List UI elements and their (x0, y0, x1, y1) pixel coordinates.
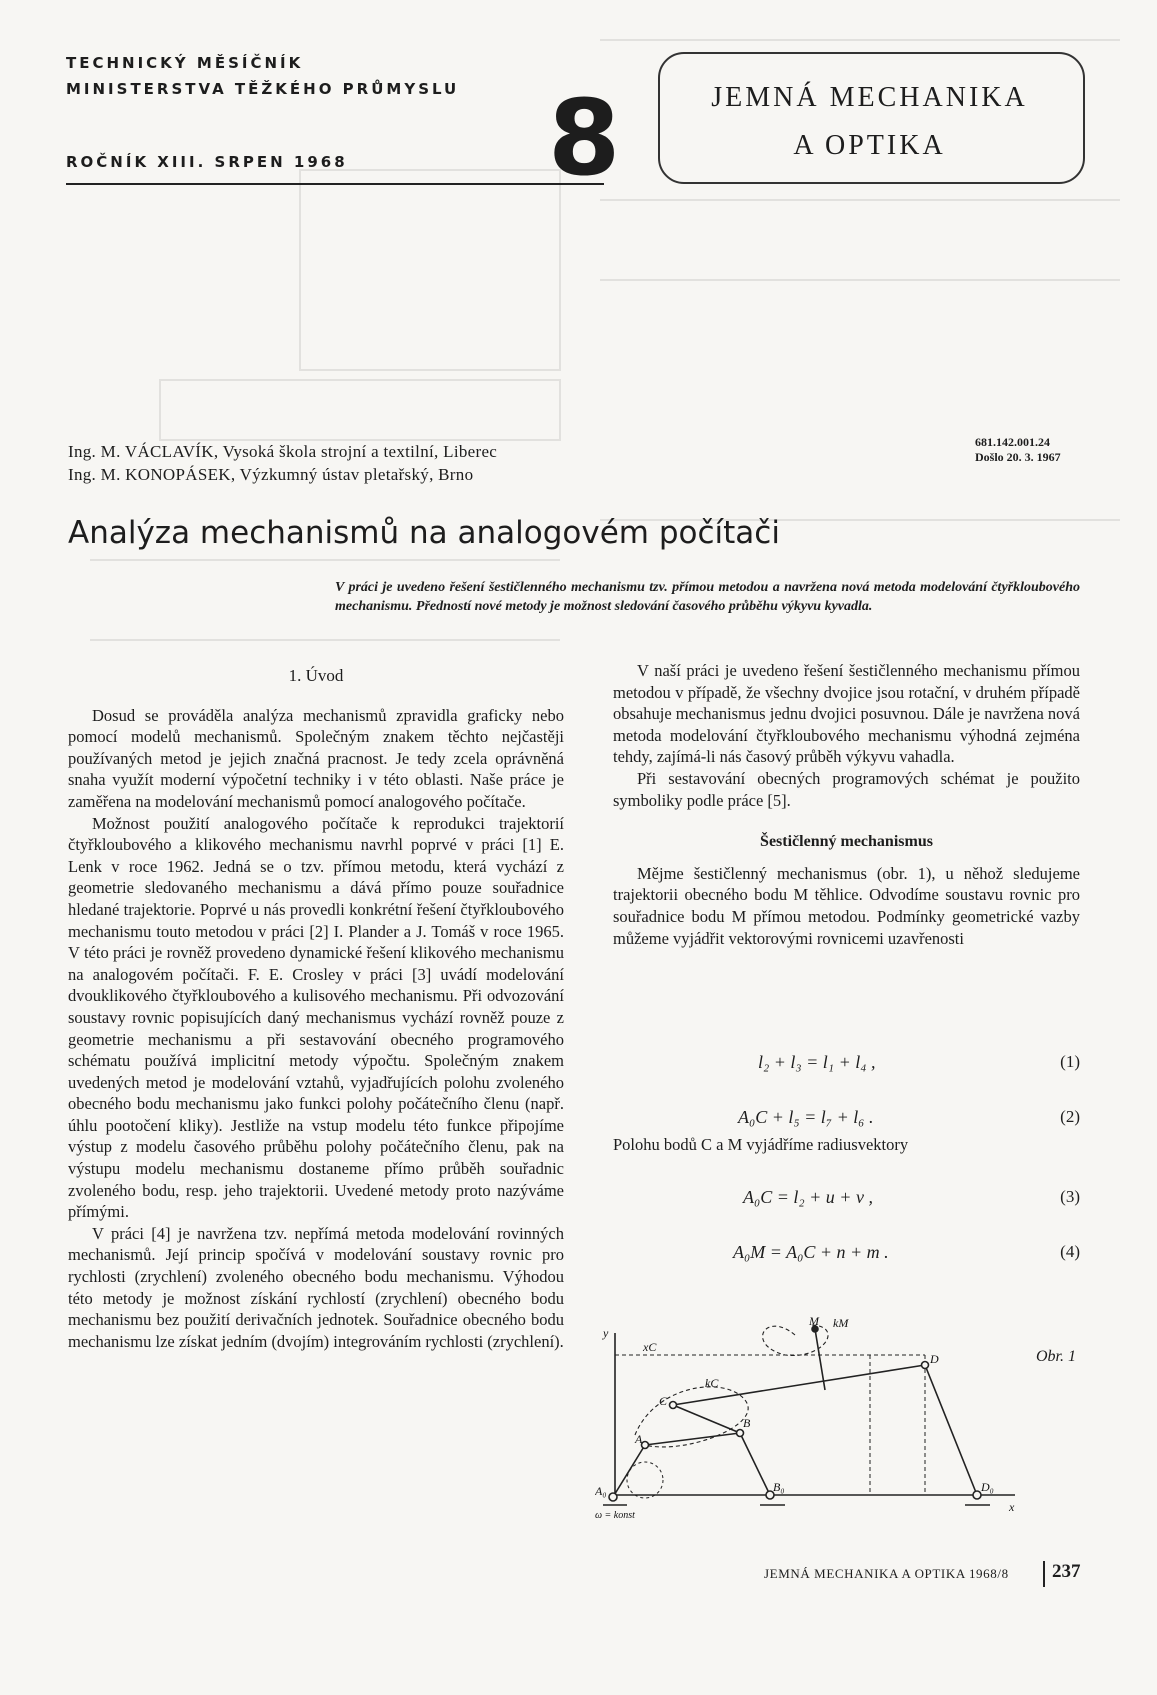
link-l6 (925, 1365, 977, 1495)
publisher-line-1: TECHNICKÝ MĚSÍČNÍK (66, 54, 304, 72)
section-heading: 1. Úvod (288, 666, 344, 685)
equation-2 (613, 1095, 1080, 1133)
link-l4 (740, 1433, 770, 1495)
equation-4 (613, 1230, 1080, 1268)
issue-number: 8 (548, 77, 621, 199)
equation-number: (4) (1060, 1242, 1080, 1261)
label-omega: ω = konst (595, 1510, 635, 1520)
classification (975, 435, 1061, 465)
label-x-axis: x (1009, 1500, 1015, 1514)
right-column (613, 660, 1080, 949)
label-M: M (809, 1315, 819, 1328)
equation-number: (1) (1060, 1052, 1080, 1071)
mechanism-diagram (595, 1315, 1020, 1520)
subsection-heading: Šestičlenný mechanismus (760, 833, 933, 851)
article-abstract: V práci je uvedeno řešení šestičlenného mechanismu tzv. přímou metodou a navržena nová metoda modelování čtyřkloubového mechanismu. Předností nové metody je možnost sledování časového průběhu výkyvu kyvadla. (335, 580, 1080, 614)
journal-title-line-1: JEMNÁ MECHANIKA (711, 82, 1028, 113)
left-column (68, 665, 564, 1352)
label-C: C (659, 1394, 668, 1408)
equation-body: A₀M = A₀C + n + m . (733, 1242, 889, 1262)
label-D0: D₀ (981, 1480, 994, 1494)
equation-number: (2) (1060, 1107, 1080, 1126)
figure-caption: Obr. 1 (1036, 1348, 1077, 1365)
journal-publisher (66, 50, 459, 102)
udc-code: 681.142.001.24 (975, 435, 1050, 449)
header-rule (66, 183, 604, 185)
equation-body: A₀C = l₂ + u + v , (743, 1187, 873, 1207)
equation-1 (613, 1040, 1080, 1078)
label-kC: kC (705, 1376, 719, 1390)
journal-title-line-2: A OPTIKA (793, 130, 946, 161)
link-l2 (613, 1445, 645, 1497)
paragraph: Dosud se prováděla analýza mechanismů zpravidla graficky nebo pomocí modelů mechanismů. Společným znakem těchto nejčastěji používaných metod je jejich značná pracnost. Je tedy zcela oprávněná snaha využít moderní výpočetní techniky i v této oblasti. Naše práce je zaměřena na modelování mechanismů pomocí analogového počítače. (68, 705, 564, 811)
label-y-axis: y (603, 1326, 609, 1340)
paragraph: V naší práci je uvedeno řešení šestičlenného mechanismu přímou metodou v případě, že všechny dvojice jsou rotační, v druhém případě obsahuje mechanismus jednu dvojici posuvnou. Dále je navržena nová metoda modelování čtyřkloubového mechanismu výhodná zejména tehdy, zajímá-li nás časový průběh výkyvu vahadla. (613, 661, 1080, 767)
label-B0: B₀ (773, 1480, 785, 1494)
paragraph: Možnost použití analogového počítače k reprodukci trajektorií čtyřkloubového a klikového mechanismu navrhl poprvé v práci [1] E. Lenk v roce 1962. Jedná se o tzv. přímou metodu, která vychází z geometrie sledovaného mechanismu a dává přímo pouze souřadnice hledané trajektorie. Poprvé u nás provedli konkrétní řešení čtyřkloubového mechanismu touto metodou v práci [2] I. Plander a J. Tomáš v roce 1965. V této práci je rovněž provedeno dynamické řešení klikového mechanismu na analogovém počítači. F. E. Crosley v práci [3] uvádí modelování dvouklikového čtyřkloubového a kulisového mechanismu. Při odvozování soustavy rovnic popisujících daný mechanismus vychází rovněž pouze z geometrie mechanismu a při sestavování obecného programového schématu používá implicitní metody výpočtu. Společným znakem uvedených metod je modelování vztahů, vyjadřujících polohu zvoleného obecného bodu mechanismu jako funkci polohy počátečního členu (např. úhlu pootočení kliky). Jestliže na vstup modelu této funkce připojíme výstup z modelu časového průběhu polohy počátečního členu, pak na výstupu modelu mechanismu dostaneme přímo průběh souřadnic zvoleného bodu, resp. jeho trajektorii. Uvedené metody proto nazýváme přímými. (68, 813, 564, 1222)
author-1: Ing. M. VÁCLAVÍK, Vysoká škola strojní a textilní, Liberec (68, 442, 498, 461)
label-kM: kM (833, 1316, 849, 1330)
author-list (68, 440, 497, 486)
equation-body: l₂ + l₃ = l₁ + l₄ , (758, 1052, 876, 1072)
equation-body: A₀C + l₅ = l₇ + l₆ . (738, 1107, 874, 1127)
footer-divider (1043, 1561, 1045, 1587)
article-title: Analýza mechanismů na analogovém počítači (68, 515, 780, 551)
page-number: 237 (1052, 1561, 1081, 1582)
label-B: B (743, 1416, 751, 1430)
paragraph: Polohu bodů C a M vyjádříme radiusvektory (613, 1135, 909, 1154)
label-A: A (635, 1432, 643, 1446)
label-A0: A₀ (595, 1484, 607, 1498)
received-date: Došlo 20. 3. 1967 (975, 450, 1061, 464)
label-D: D (930, 1352, 939, 1366)
journal-title (658, 74, 1081, 170)
equation-3 (613, 1175, 1080, 1213)
paragraph: V práci [4] je navržena tzv. nepřímá metoda modelování rovinných mechanismů. Její princip spočívá v modelování soustavy rovnic pro rychlosti (zrychlení) zvoleného obecného bodu mechanismu. Výhodou této metody je možnost získání rychlostí (zrychlení) obecného bodu mechanismu bez použití derivačních jednotek. Souřadnice obecného bodu mechanismu lze získat jedním (dvojím) integrováním rychlosti (zrychlení). (68, 1223, 564, 1351)
running-footer: JEMNÁ MECHANIKA A OPTIKA 1968/8 (764, 1566, 1009, 1581)
label-xC: xC (643, 1340, 657, 1354)
equation-number: (3) (1060, 1187, 1080, 1206)
paragraph: Mějme šestičlenný mechanismus (obr. 1), u něhož sledujeme trajektorii obecného bodu M těhlice. Odvodíme soustavu rovnic pro souřadnice bodu M přímou metodou. Podmínky geometrické vazby můžeme vyjádřit vektorovými rovnicemi uzavřenosti (613, 863, 1080, 948)
publisher-line-2: MINISTERSTVA TĚŽKÉHO PRŮMYSLU (66, 80, 460, 98)
author-2: Ing. M. KONOPÁSEK, Výzkumný ústav pletařský, Brno (68, 465, 474, 484)
issue-line: ROČNÍK XIII. SRPEN 1968 (66, 153, 348, 171)
paragraph: Při sestavování obecných programových schémat je použito symboliky podle práce [5]. (613, 768, 1080, 810)
